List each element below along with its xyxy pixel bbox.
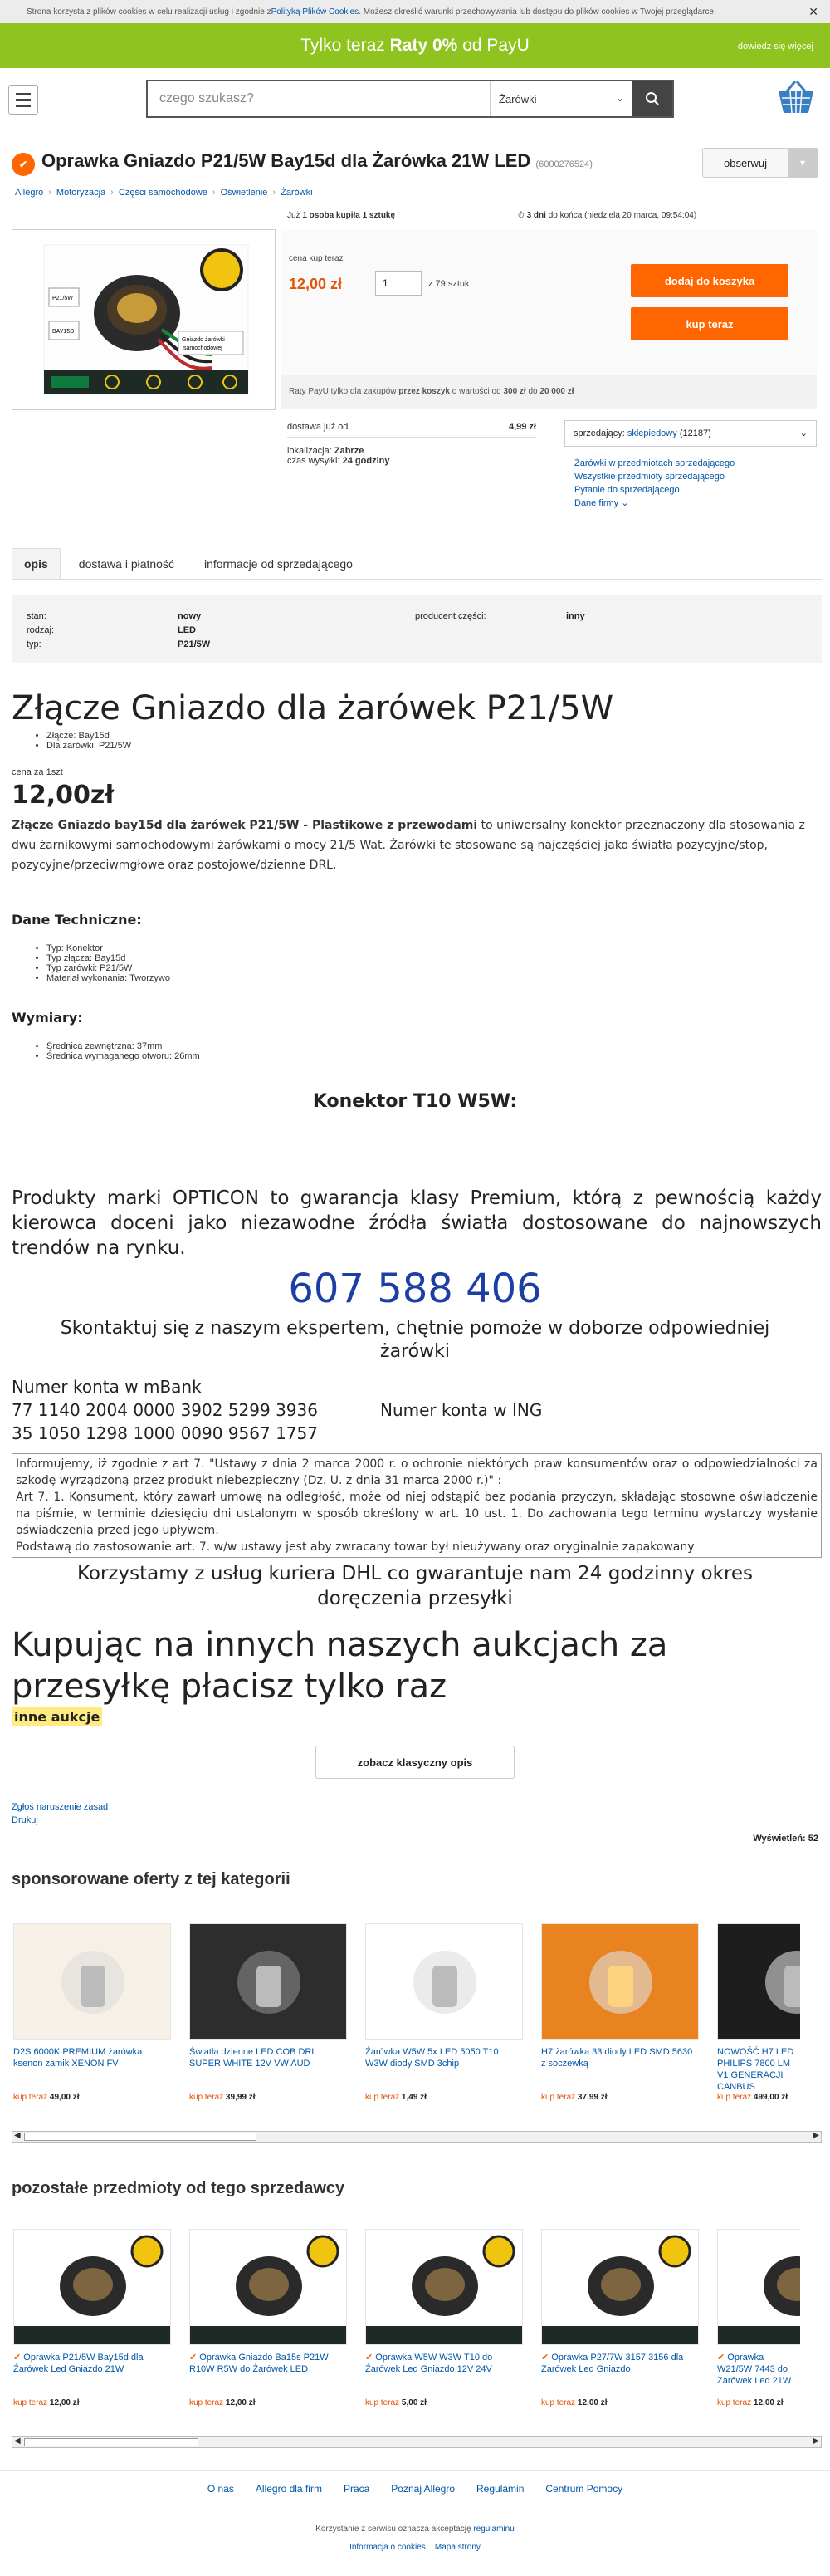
product-name-text: NOWOŚĆ H7 LED PHILIPS 7800 LM V1 GENERACJI CANBUS [717,2047,794,2092]
payu-from: 300 zł [503,387,526,396]
ing-label: Numer konta w ING [380,1400,543,1420]
print-link[interactable]: Drukuj [12,1815,38,1825]
delivery-info [287,422,536,466]
price-label: kup teraz [541,2093,576,2102]
others-scrollbar[interactable] [12,2436,822,2448]
chevron-down-icon[interactable]: ▾ [788,149,818,177]
check-icon: ✔ [189,2353,200,2363]
price-value: 12,00 zł [225,2398,256,2407]
product-card[interactable] [189,2229,347,2407]
check-icon: ✔ [717,2353,728,2363]
dims-title: Wymiary: [12,1010,83,1026]
time-left [518,211,696,220]
price-value: 1,49 zł [401,2093,427,2102]
product-thumbnail[interactable] [717,2229,800,2345]
breadcrumb-item[interactable]: Żarówki [281,188,313,198]
intro-text: to uniwersalny konektor przeznaczony dla stosowania z dwu żarnikowymi samochodowymi żarówkami o mocy 21/5 Wat. Żarówki te stosowane są najczęściej jako światła pozycyjne/stop, pozycyjne/przeciwmgłowe oraz postojowe/dzienne DRL. [12,819,805,872]
promo-pre: Tylko teraz [300,36,385,55]
param-stan-value: nowy [178,611,202,621]
sponsored-scrollbar[interactable] [12,2131,822,2143]
product-thumbnail[interactable] [717,1923,800,2040]
time-left-days: 3 dni [526,211,546,220]
list-item: • Dla żarówki: P21/5W [46,741,131,751]
payu-info [289,387,574,396]
check-icon: ✔ [13,2353,24,2363]
seller-name-link[interactable]: sklepiedowy [627,429,677,438]
list-item: • Złącze: Bay15d [46,731,131,741]
price-label: kup teraz [365,2398,400,2407]
tech-list [46,943,170,983]
list-item: • Średnica wymaganego otworu: 26mm [46,1051,200,1061]
promo-post: od PayU [462,36,530,55]
breadcrumb-separator: › [212,188,216,198]
dhl-text: Korzystamy z usług kuriera DHL co gwarantuje nam 24 godzinny okres doręczenia przesyłki [76,1563,754,1609]
product-price [189,2398,347,2407]
price-label: kup teraz [717,2093,752,2102]
product-name-text: Oprawka W21/5W 7443 do Żarówek Led 21W [717,2353,792,2386]
shipping-time-value: 24 godziny [342,456,390,466]
price-label: kup teraz [189,2398,224,2407]
legal-text-2: Art 7. 1. Konsument, który zawarł umowę na odległość, może od niej odstąpić bez podania przyczyn, składając stosowne oświadczenie na piśmie, w terminie dziesięciu dni ustalonym w sposób określony w art. 10 ust. 1. Do zachowania tego terminu wystarczy wysłanie oświadczenia przed jego upływem. [16,1491,818,1537]
payu-text: Raty PayU tylko dla zakupów [289,387,399,396]
svg-text:BAY15D: BAY15D [52,329,75,335]
product-name-text: Światła dzienne LED COB DRL SUPER WHITE 12V VW AUD [189,2047,317,2069]
product-id: (6000276524) [535,159,593,169]
price-per-unit: 12,00zł [12,781,115,810]
promo-more-link[interactable]: dowiedz się więcej [737,42,813,51]
scroll-right-icon[interactable]: ▶ [813,2436,819,2446]
observe-button[interactable] [702,148,818,178]
purchase-info [287,211,395,220]
footer-links [0,2483,830,2495]
dims-list [46,1041,200,1061]
product-card[interactable] [13,2229,171,2407]
product-card[interactable] [717,2229,800,2407]
classic-description-button[interactable]: zobacz klasyczny opis [315,1746,515,1779]
cookie-policy-link[interactable]: Polityką Plików Cookies [271,7,359,17]
tech-title: Dane Techniczne: [12,912,142,928]
quantity-available: z 79 sztuk [428,279,470,289]
price-value: 12,00 zł [49,2398,80,2407]
product-name-text: Oprawka Gniazdo Ba15s P21W R10W R5W do Żarówek LED [189,2353,329,2374]
list-item: • Materiał wykonania: Tworzywo [46,973,170,983]
price-value: 5,00 zł [401,2398,427,2407]
sponsored-title: sponsorowane oferty z tej kategorii [12,1870,290,1888]
price-value: 12,00 zł [577,2398,608,2407]
product-name[interactable] [365,2046,523,2093]
cart-icon[interactable] [774,80,818,118]
product-price [717,2398,800,2407]
opticon-text: Produkty marki OPTICON to gwarancja klasy Premium, którą z pewnością każdy kierowca doceni jako niezawodne źródła światła dostosowane do najnowszych trendów na rynku. [12,1188,822,1259]
views-count: Wyświetleń: 52 [753,1834,818,1844]
scroll-right-icon[interactable]: ▶ [813,2131,819,2140]
seller-links [574,457,735,510]
search-input[interactable]: czego szukasz? [159,91,254,105]
close-icon[interactable]: ✕ [808,5,818,18]
search-icon [645,91,660,106]
check-icon: ✔ [541,2353,552,2363]
product-name[interactable] [189,2046,347,2093]
mbank-label: Numer konta w mBank [12,1377,202,1397]
price-label: kup teraz [189,2093,224,2102]
seller-dropdown[interactable] [564,420,817,447]
scroll-left-icon[interactable]: ◀ [14,2131,21,2140]
breadcrumb-item[interactable]: Allegro [15,188,44,198]
product-name[interactable] [189,2352,347,2398]
location-label: lokalizacja: [287,446,332,456]
product-card[interactable] [365,1923,523,2102]
product-price [717,2093,800,2102]
add-to-cart-button[interactable]: dodaj do koszyka [631,264,788,297]
cookie-text-post: . Możesz określić warunki przechowywania lub dostępu do plików cookies w Twojej przeglądarce. [359,7,716,17]
breadcrumb-item[interactable]: Części samochodowe [118,188,208,198]
promo-bold: Raty 0% [389,36,458,55]
price-panel [281,229,817,375]
terms-link[interactable]: regulaminu [473,2525,515,2534]
price-label: kup teraz [541,2398,576,2407]
quantity-input[interactable]: 1 [375,271,422,296]
product-name-text: Oprawka W5W W3W T10 do Żarówek Led Gniazdo 12V 24V [365,2353,493,2374]
param-producent-label: producent części: [415,611,486,621]
price-value: 37,99 zł [577,2093,608,2102]
product-thumbnail[interactable] [13,2229,171,2345]
price-value: 49,00 zł [49,2093,80,2102]
list-item: • Średnica zewnętrzna: 37mm [46,1041,200,1051]
breadcrumb-separator: › [110,188,114,198]
seller-link[interactable]: Dane firmy ⌄ [574,498,629,508]
report-link[interactable]: Zgłoś naruszenie zasad [12,1802,109,1812]
legal-text-1: Informujemy, iż zgodnie z art 7. "Ustawy z dnia 2 marca 2000 r. o ochronie niektórych praw konsumentów oraz o odpowiedzialności za szkodę wyrządzoną przez produkt niebezpieczny (Dz. U. z dnia 31 marca 2000 r.)" : [16,1457,818,1487]
delivery-label: dostawa już od [287,422,349,432]
product-thumbnail[interactable] [189,1923,347,2040]
description-heading: Złącze Gniazdo dla żarówek P21/5W [12,689,614,727]
param-producent-value: inny [566,611,585,621]
product-thumbnail[interactable] [365,2229,523,2345]
product-name-text: D2S 6000K PREMIUM żarówka ksenon zamik XENON FV [13,2047,143,2069]
product-card[interactable] [189,1923,347,2102]
footer-divider [0,2470,830,2471]
payu-to: 20 000 zł [540,387,574,396]
time-left-text: do końca (niedziela 20 marca, 09:54:04) [548,211,697,220]
product-thumbnail[interactable] [189,2229,347,2345]
product-card[interactable] [541,1923,699,2102]
konektor-heading: Konektor T10 W5W: [312,1091,518,1112]
product-name[interactable] [13,2352,171,2398]
purchase-prefix: Już [287,211,300,220]
product-card[interactable] [717,1923,800,2102]
seller-rating: (12187) [679,429,711,438]
product-thumbnail[interactable] [541,1923,699,2040]
price: 12,00 zł [289,276,343,292]
price-label: kup teraz [13,2093,48,2102]
product-name[interactable] [717,2046,800,2093]
category-select[interactable] [490,81,632,116]
footer-bottom-links [0,2543,830,2552]
product-name[interactable] [365,2352,523,2398]
cookie-bar [0,0,830,23]
seller-link[interactable]: Pytanie do sprzedającego [574,485,680,495]
product-name-text: Oprawka P27/7W 3157 3156 dla Żarówek Led Gniazdo [541,2353,684,2374]
list-item: • Typ: Konektor [46,943,170,953]
price-value: 499,00 zł [753,2093,788,2102]
ing-account: 35 1050 1298 1000 0090 9567 1757 [12,1423,318,1443]
breadcrumb-separator: › [48,188,51,198]
phone-number[interactable]: 607 588 406 [288,1266,542,1312]
tab-1[interactable]: dostawa i płatność [78,556,174,571]
terms-text: Korzystanie z serwisu oznacza akceptację [315,2525,474,2534]
product-card[interactable] [541,2229,699,2407]
product-price [365,2093,523,2102]
product-name[interactable] [541,2046,699,2093]
product-card[interactable] [13,1923,171,2102]
shipping-time-label: czas wysyłki: [287,456,340,466]
seller-link[interactable]: Wszystkie przedmioty sprzedającego [574,472,725,482]
product-price [541,2093,699,2102]
footer-link[interactable]: Poznaj Allegro [391,2483,456,2495]
product-name-text: Oprawka P21/5W Bay15d dla Żarówek Led Gniazdo 21W [13,2353,144,2374]
cookie-text: Strona korzysta z plików cookies w celu realizacji usług i zgodnie z [27,7,271,17]
seller-label: sprzedający: [574,429,625,438]
breadcrumb-item[interactable]: Motoryzacja [56,188,106,198]
footer-link[interactable]: Allegro dla firm [255,2483,322,2495]
other-auctions-link[interactable]: inne aukcje [12,1707,102,1726]
observe-label: obserwuj [723,156,768,169]
product-price [13,2398,171,2407]
svg-text:P21/5W: P21/5W [52,296,73,301]
intro-bold: Złącze Gniazdo bay15d dla żarówek P21/5W - Plastikowe z przewodami [12,819,478,832]
product-name[interactable] [13,2046,171,2093]
payu-to-word: do [525,387,540,396]
page-title [42,150,593,172]
contact-text: Skontaktuj się z naszym ekspertem, chętnie pomoże w doborze odpowiedniej żarówki [60,1318,770,1362]
shipping-once-heading: Kupując na innych naszych aukcjach za przesyłkę płacisz tylko raz [12,1626,668,1706]
param-typ-value: P21/5W [178,639,211,649]
price-value: 12,00 zł [753,2398,784,2407]
report-links [12,1800,108,1827]
others-title: pozostałe przedmioty od tego sprzedawcy [12,2179,345,2197]
param-stan-label: stan: [27,611,46,621]
svg-text:samochodowej: samochodowej [183,345,222,351]
list-item: • Typ złącza: Bay15d [46,953,170,963]
description-bullets [46,731,131,751]
product-photo[interactable] [12,229,276,410]
param-rodzaj-label: rodzaj: [27,625,55,635]
category-select-value: Żarówki [499,92,537,105]
sitemap-link[interactable]: Mapa strony [434,2543,481,2552]
svg-text:Gniazdo żarówki: Gniazdo żarówki [182,337,225,343]
buy-now-button[interactable]: kup teraz [631,307,788,340]
scroll-left-icon[interactable]: ◀ [14,2436,21,2446]
param-typ-label: typ: [27,639,42,649]
payu-bold: przez koszyk [398,387,450,396]
price-label: kup teraz [13,2398,48,2407]
search-bar [146,80,674,118]
product-price [365,2398,523,2407]
payu-mid: o wartości od [449,387,504,396]
tab-0[interactable]: opis [12,548,61,579]
mbank-account: 77 1140 2004 0000 3902 5299 3936 [12,1400,318,1420]
price-label: cena kup teraz [289,254,344,263]
footer-link[interactable]: Regulamin [476,2483,525,2495]
product-thumbnail[interactable] [541,2229,699,2345]
promo-banner[interactable] [0,23,830,68]
chevron-down-icon: ⌄ [615,92,624,104]
seller-link[interactable]: Żarówki w przedmiotach sprzedającego [574,458,735,468]
clock-icon: ⏱ [518,211,525,220]
breadcrumb-item[interactable]: Oświetlenie [220,188,268,198]
list-item: • Typ żarówki: P21/5W [46,963,170,973]
cookies-info-link[interactable]: Informacja o cookies [349,2543,426,2552]
parameters-table [12,595,822,663]
description-intro [12,815,822,875]
footer-link[interactable]: Centrum Pomocy [545,2483,623,2495]
breadcrumb [15,188,313,198]
purchase-count: 1 osoba kupiła 1 sztukę [302,211,396,220]
product-name-text: H7 żarówka 33 diody LED SMD 5630 z soczewką [541,2047,693,2069]
location-value: Zabrze [334,446,364,456]
breadcrumb-separator: › [272,188,276,198]
footer-link[interactable]: O nas [207,2483,234,2495]
legal-notice [12,1453,822,1558]
check-icon: ✔ [12,153,35,176]
footer-link[interactable]: Praca [343,2483,370,2495]
price-label: kup teraz [717,2398,752,2407]
check-icon: ✔ [365,2353,376,2363]
price-per-unit-label: cena za 1szt [12,767,63,777]
chevron-down-icon: ⌄ [799,429,808,438]
product-price [13,2093,171,2102]
price-value: 39,99 zł [225,2093,256,2102]
product-thumbnail[interactable] [13,1923,171,2040]
product-title: Oprawka Gniazdo P21/5W Bay15d dla Żarówka 21W LED [42,150,531,171]
delivery-price: 4,99 zł [508,422,536,432]
scrollbar-thumb[interactable] [24,2438,198,2446]
terms-notice [0,2525,830,2534]
tab-2[interactable]: informacje od sprzedającego [203,556,353,571]
product-name[interactable] [541,2352,699,2398]
param-rodzaj-value: LED [178,625,196,635]
product-price [189,2093,347,2102]
product-name-text: Żarówka W5W 5x LED 5050 T10 W3W diody SMD 3chip [365,2047,499,2069]
tab-bar [12,548,822,580]
legal-text-3: Podstawą do zastosowanie art. 7. w/w ustawy jest aby zwracany towar był nieużywany oraz oryginalnie zapakowany [16,1540,695,1554]
product-price [541,2398,699,2407]
menu-icon[interactable] [8,85,38,115]
price-label: kup teraz [365,2093,400,2102]
search-button[interactable] [632,81,672,116]
scrollbar-thumb[interactable] [24,2133,256,2141]
product-card[interactable] [365,2229,523,2407]
product-thumbnail[interactable] [365,1923,523,2040]
product-name[interactable] [717,2352,800,2398]
